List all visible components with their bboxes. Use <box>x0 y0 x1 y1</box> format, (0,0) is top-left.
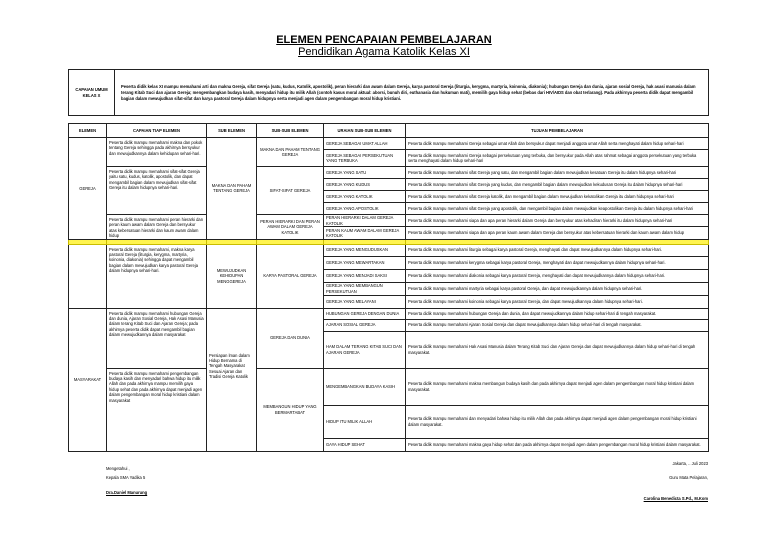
uraian-cell: GEREJA YANG MELAYANI <box>324 295 406 308</box>
table-row <box>69 368 709 405</box>
tujuan-cell: Peserta didik mampu memahami martyria sebagai karya pastoral Gereja, dan dapat mewujudkannya dalam hidupnya sehari-hari. <box>406 282 709 295</box>
tujuan-cell: Peserta didik mampu memahami sifat Gereja yang apostolik, dan mengambil bagian dalam mewujudkan keapostolikan Gereja itu dalam hidupnya sehari-hari <box>406 203 709 215</box>
uraian-cell: GEREJA YANG MEWARTAKAN <box>324 256 406 269</box>
header-row <box>69 124 709 138</box>
tujuan-cell: Peserta didik mampu memahami siapa dan apa peran kaum awam dalam Gereja dan bersyukur atas kebersatuan hierarki dan kaum awam dalam hidup <box>406 227 709 239</box>
table-row <box>69 215 709 227</box>
capaian-elemen-1: Peserta didik mampu memahami makna dan pokok tentang Gereja sehingga pada akhirnya bersyukur dan mewujudkannya dalam kehidupan sehari-hari. <box>107 138 207 167</box>
sub-elemen-3: Persiapan lman dalam Hidup Bernama di Tengah Masyarakat Sesuai Ajaran dan Tradisi Gereja Katolik <box>207 308 257 451</box>
capaian-elemen-6: Peserta didik mampu memahami pengembangan budaya kasih dan menyadari bahwa hidup itu milik Allah dan pada akhirnya mampu memilih gaya hidup sehat dan pada akhirnya dapat menjadi agen dalam pengembangan moral hidup kristiani dalam masyarakat <box>107 368 207 451</box>
header-sub-sub-elemen: SUB-SUB ELEMEN <box>257 124 324 138</box>
signature-right-line1: Jakarta, .. Juli 2023 <box>672 461 708 466</box>
capaian-umum-label: CAPAIAN UMUM KELAS X <box>69 70 115 116</box>
element-masyarakat: MASYARAKAT <box>69 308 107 451</box>
header-tujuan: TUJUAN PEMBELAJARAN <box>406 124 709 138</box>
uraian-cell: PERAN HIERARKI DALAM GEREJA KATOLIK <box>324 215 406 227</box>
capaian-umum-text: Peserta didik kelas XI mampu memahami arti dan makna Gereja, sifat Gereja (satu, kudus, Katolik, apostolik), peran hierarki dan awam dalam Gereja, karya pastoral Gereja (liturgia, kerygma, martyria, koinonia, diakonia); hubungan Gereja dan dunia, ajaran sosial Gereja, hak asasi manusia dalam terang Kitab Suci dan ajaran Gereja; mengembangkan budaya kasih, menyadari hidup itu milik Allah (contoh kasus moral aktual: aborsi, bunuh diri, euthanasia dan hukuman mati), memilih gaya hidup sehat (bebas dari HIV/AIDS dan obat terlarang). Pada akhirnya peserta didik dapat mengambil bagian dalam mewujudkan sifat-sifat dan karya pastoral Gereja dalam hidupnya serta menjadi agen dalam pengembangan moral hidup kristiani. <box>115 70 709 116</box>
uraian-cell: PERAN KAUM AWAM DALAM GEREJA KATOLIK <box>324 227 406 239</box>
sub-elemen-2: MEWUJUDKAN KEHIDUPAN MENGGEREJA <box>207 244 257 308</box>
tujuan-cell: Peserta didik mampu memahami Gereja sebagai umat Allah dan bersyukur dapat menjadi anggota umat Allah serta menghayati dalam hidup sehari-hari <box>406 138 709 150</box>
uraian-cell: GEREJA YANG MEMBANGUN PERSEKUTUAN <box>324 282 406 295</box>
table-row <box>69 138 709 150</box>
tujuan-cell: Peserta didik mampu memahami Hak Asasi Manusia dalam Terang Kitab Suci dan Ajaran Gereja dan dapat mewujudkannya dalam hidup sehari-hari di tengah masyarakat. <box>406 331 709 368</box>
header-capaian-tiap-elemen: CAPAIAN TIAP ELEMEN <box>107 124 207 138</box>
tujuan-cell: Peserta didik mampu memahami dan menyadari bahwa hidup itu milik Allah dan pada akhirnya dapat menjadi agen dalam pengembangan moral hidup kristiani dalam masyarakat. <box>406 405 709 438</box>
tujuan-cell: Peserta didik mampu memahami makna gaya hidup sehat dan pada akhirnya dapat menjadi agen dalam pengembangan moral hidup kristiani dalam masyarakat. <box>406 438 709 451</box>
table-row <box>69 167 709 179</box>
header-sub-elemen: SUB ELEMEN <box>207 124 257 138</box>
capaian-elemen-5: Peserta didik mampu memahami hubungan Gereja dan dunia, Ajaran Sosial Gereja, Hak Asasi Manusia dalam terang Kitab Suci dan Ajaran Gereja; pada akhirnya peserta didik dapat mengambil bagian dalam mewujudkannya dalam masyarakat <box>107 308 207 368</box>
sub-sub-elemen-3: PERAN HIERARKI DAN PERAN AWAM DALAM GEREJA KATOLIK <box>257 215 324 240</box>
uraian-cell: GEREJA YANG MENGUDUSKAN <box>324 244 406 256</box>
uraian-cell: GEREJA SEBAGAI PERSEKUTUAN YANG TERBUKA <box>324 150 406 167</box>
capaian-elemen-2: Peserta didik mampu memahami sifat-sifat Gereja yaitu satu, kudus, katolik, apostolik, dan dapat mengambil bagian dalam mewujudkan sifat-sifat Gereja itu dalam hidupnya sehari-hari. <box>107 167 207 215</box>
tujuan-cell: Peserta didik mampu memahami Gereja sebagai persekutuan yang terbuka, dan bersyukur pada Allah atas rahmat sebagai anggota persekutuan yang terbuka serta menghayati dalam hidup sehari-hari <box>406 150 709 167</box>
signature-right <box>648 461 708 480</box>
uraian-cell: MENGEMBANGKAN BUDAYA KASIH <box>324 368 406 405</box>
uraian-cell: HAM DALAM TERANG KITAB SUCI DAN AJARAN GEREJA <box>324 331 406 368</box>
uraian-cell: HIDUP ITU MILIK ALLAH <box>324 405 406 438</box>
sub-sub-elemen-2: SIFAT-SIFAT GEREJA <box>257 167 324 215</box>
signature-left-line2: Kepala SMA Yadika 5 <box>106 475 146 480</box>
tujuan-cell: Peserta didik mampu memahami liturgia sebagai karya pastoral Gereja, menghayati dan dapat mewujudkannya dalam hidupnya sehari-hari. <box>406 244 709 256</box>
element-gereja: GEREJA <box>69 138 107 240</box>
header-uraian: URAIAN SUB-SUB ELEMEN <box>324 124 406 138</box>
tujuan-cell: Peserta didik mampu memahami diakonia sebagai karya pastoral Gereja, menghayati dan dapat mewujudkannya dalam hidupnya sehari-hari. <box>406 269 709 282</box>
uraian-cell: GEREJA YANG SATU <box>324 167 406 179</box>
sub-sub-elemen-1: MAKNA DAN PAHAM TENTANG GEREJA <box>257 138 324 167</box>
uraian-cell: HUBUNGAN GEREJA DENGAN DUNIA <box>324 308 406 319</box>
tujuan-cell: Peserta didik mampu memahami hubungan Gereja dan dunia, dan dapat mewujudkannya dalam hidup sehari-hari di tengah masyarakat. <box>406 308 709 319</box>
tujuan-cell: Peserta didik mampu memahami sifat Gereja yang satu, dan mengambil bagian dalam mewujudkan kesatuan Gereja itu dalam hidupnya sehari-hari <box>406 167 709 179</box>
uraian-cell: GEREJA YANG KUDUS <box>324 179 406 191</box>
capaian-elemen-4: Peserta didik mampu memahami, makna karya pastoral Gereja (liturgia, kerygma, martyria, koinonia, diakonia) sehingga dapat mengambil bagian dalam mewujudkan karya pastoral Gereja dalam hidupnya sehari-hari. <box>107 244 207 308</box>
document-title: ELEMEN PENCAPAIAN PEMBELAJARAN <box>276 34 492 46</box>
signature-left-line1: Mengetahui , <box>106 466 130 471</box>
tujuan-cell: Peserta didik mampu memahami kerygma sebagai karya pastoral Gereja, menghayati dan dapat mewujudkannya dalam hidupnya sehari-hari. <box>406 256 709 269</box>
tujuan-cell: Peserta didik mampu memahami siapa dan apa peran hierarki dalam Gereja dan bersyukur atas kehadiran hierarki itu dalam hidupnya sehari-hari <box>406 215 709 227</box>
elemen-table <box>68 123 709 452</box>
signature-left-name: Dra.Daniel Manurung <box>106 490 148 495</box>
tujuan-cell: Peserta didik mampu memahami sifat Gereja katolik, dan mengambil bagian dalam mewujudkan kekatolikan Gereja itu dalam hidupnya sehari-hari <box>406 191 709 203</box>
document-subtitle: Pendidikan Agama Katolik Kelas XI <box>298 46 470 58</box>
table-row <box>69 244 709 256</box>
capaian-umum-table <box>68 69 709 116</box>
signature-left <box>106 466 147 495</box>
uraian-cell: GEREJA YANG KATOLIK <box>324 191 406 203</box>
capaian-elemen-3: Peserta didik mampu memahami peran hierarki dan peran kaum awam dalam Gereja dan bersyukur atas kebersatuan hierarki dan kaum awam dalam hidup <box>107 215 207 240</box>
uraian-cell: GAYA HIDUP SEHAT <box>324 438 406 451</box>
sub-sub-elemen-4: KARYA PASTORAL GEREJA <box>257 244 324 308</box>
tujuan-cell: Peserta didik mampu memahami makna membangun budaya kasih dan pada akhirnya dapat menjadi agen dalam pengembangan moral hidup kristiani dalam masyarakat. <box>406 368 709 405</box>
tujuan-cell: Peserta didik mampu memahami koinonia sebagai karya pastoral Gereja, dan dapat mewujudkannya dalam hidupnya sehari-hari. <box>406 295 709 308</box>
tujuan-cell: Peserta didik mampu memahami Ajaran Sosial Gereja dan dapat mewujudkannya dalam hidup sehari-hari di tengah masyarakat. <box>406 319 709 331</box>
signature-right-line2: Guru Mata Pelajaran, <box>669 475 708 480</box>
tujuan-cell: Peserta didik mampu memahami sifat Gereja yang kudus, dan mengambil bagian dalam mewujudkan kekudusan Gereja itu dalam hidupnya sehari-hari <box>406 179 709 191</box>
uraian-cell: GEREJA YANG MENJADI SAKSI <box>324 269 406 282</box>
signature-right-name: Carolina Benedicta S.Pd., M.Kom <box>643 496 708 501</box>
uraian-cell: AJARAN SOSIAL GEREJA <box>324 319 406 331</box>
uraian-cell: GEREJA YANG APOSTOLIK <box>324 203 406 215</box>
table-row <box>69 308 709 319</box>
sub-elemen-1: MAKNA DAN PAHAM TENTANG GEREJA <box>207 138 257 240</box>
uraian-cell: GEREJA SEBAGAI UMAT ALLAH <box>324 138 406 150</box>
sub-sub-elemen-5: GEREJA DAN DUNIA <box>257 308 324 368</box>
header-elemen: ELEMEN <box>69 124 107 138</box>
signature-right-name-wrap <box>628 496 708 501</box>
sub-sub-elemen-6: MEMBANGUN HIDUP YANG BERMARTABAT <box>257 368 324 451</box>
